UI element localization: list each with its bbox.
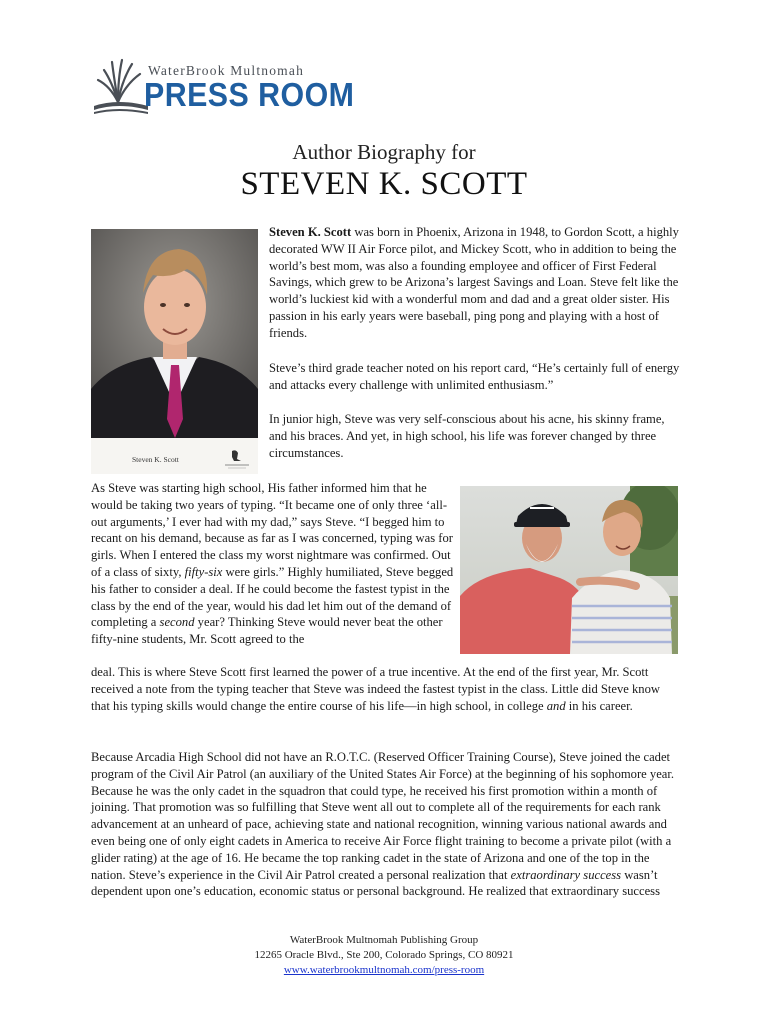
bio-paragraph-4-top xyxy=(91,480,454,648)
author-name-title: STEVEN K. SCOTT xyxy=(240,166,528,202)
bio-paragraph-4-emphasis-1: fifty-six xyxy=(184,564,223,579)
bio-paragraph-5 xyxy=(91,749,681,900)
footer-address: 12265 Oracle Blvd., Ste 200, Colorado Springs, CO 80921 xyxy=(254,949,514,961)
bio-paragraph-3: In junior high, Steve was very self-conscious about his acne, his skinny frame, and his braces. And yet, in high school, his life was forever changed by three circumstances. xyxy=(269,412,665,460)
bio-paragraph-4-part-a: As Steve was starting high school, His father informed him that he would be taking two years of typing. “It became one of only three ‘all-out arguments,’ I ever had with my dad,” says Steve. “I begged him to recant on his demand, because as far as I was concerned, typing was for girls. When I entered the class my worst nightmare was confirmed. Out of a class of sixty, xyxy=(91,481,453,579)
author-portrait-photo xyxy=(91,229,258,438)
bio-paragraph-5-part-a: Because Arcadia High School did not have an R.O.T.C. (Reserved Officer Training Course), Steve joined the cadet program of the Civil Air Patrol (an auxiliary of the United States Air Force) at the beginning of his sophomore year. Because he was the only cadet in the squadron that could type, he received his first promotion within a month of joining. That promotion was so fulfilling that Steve went all out to complete all of the requirements for each rank advancement at an unheard of pace, achieving state and national recognition, winning various national awards and even being one of only eight cadets in America to receive Air Force flight training to become a private pilot (with a glider rating) at the age of 16. He became the top ranking cadet in the state of Arizona and one of the top in the nation. Steve’s experience in the Civil Air Patrol created a personal realization that xyxy=(91,750,675,882)
press-room-logo xyxy=(92,56,355,126)
bio-paragraph-4-part-b: were girls.” Highly humiliated, Steve begged his father to consider a deal. If he could become the fastest typist in the class by the end of the year, would his dad let him out of the demand of completing a xyxy=(91,564,454,630)
bio-paragraph-4-emphasis-3: and xyxy=(546,698,566,713)
page-footer xyxy=(0,933,768,978)
portrait-caption: Steven K. Scott xyxy=(132,455,179,464)
bio-paragraph-4-part-c: year? Thinking Steve would never beat the other fifty-nine students, Mr. Scott agreed to the xyxy=(91,615,443,647)
bio-paragraph-1-text: was born in Phoenix, Arizona in 1948, to Gordon Scott, a highly decorated WW II Air Force pilot, and Mickey Scott, who in addition to being the world’s best mom, was also a founding employee and officer of First Federal Savings, which grew to be Arizona’s largest Savings and Loan. Steve felt like the world’s luckiest kid with a wonderful mom and dad and a great older sister. His passion in his early years were baseball, ping pong and playing with a host of friends. xyxy=(269,225,679,340)
bio-paragraph-4-part-d: deal. This is where Steve Scott first learned the power of a true incentive. At the end of the first year, Mr. Scott received a note from the typing teacher that Steve was indeed the fastest typist in the class. Little did Steve know that his typing skills would change the entire course of his life—in high school, in college xyxy=(91,665,661,713)
brand-publisher-name: WaterBrook Multnomah xyxy=(148,63,305,78)
footer-publisher-name: WaterBrook Multnomah Publishing Group xyxy=(289,934,479,946)
bio-author-name: Steven K. Scott xyxy=(269,225,352,239)
author-with-father-photo xyxy=(460,486,678,654)
publisher-mini-logo-icon xyxy=(222,447,252,471)
bio-paragraph-2: Steve’s third grade teacher noted on his report card, “He’s certainly full of energy and attacks every challenge with unlimited enthusiasm.” xyxy=(269,361,680,392)
press-room-link[interactable]: www.waterbrookmultnomah.com/press-room xyxy=(283,964,485,976)
open-book-icon xyxy=(92,56,152,118)
bio-paragraph-4-part-e: in his career. xyxy=(565,698,633,713)
bio-paragraph-4-emphasis-2: second xyxy=(159,615,195,630)
bio-paragraph-4-bottom xyxy=(91,664,681,714)
brand-press-room: PRESS ROOM xyxy=(144,76,355,113)
page-subtitle: Author Biography for xyxy=(292,140,476,164)
bio-paragraph-5-emphasis: extraordinary success xyxy=(510,867,622,882)
bio-paragraph-1 xyxy=(269,224,681,342)
bio-paragraph-5-part-b: wasn’t dependent upon one’s education, economic status or personal background. He realized that extraordinary success xyxy=(91,867,660,899)
